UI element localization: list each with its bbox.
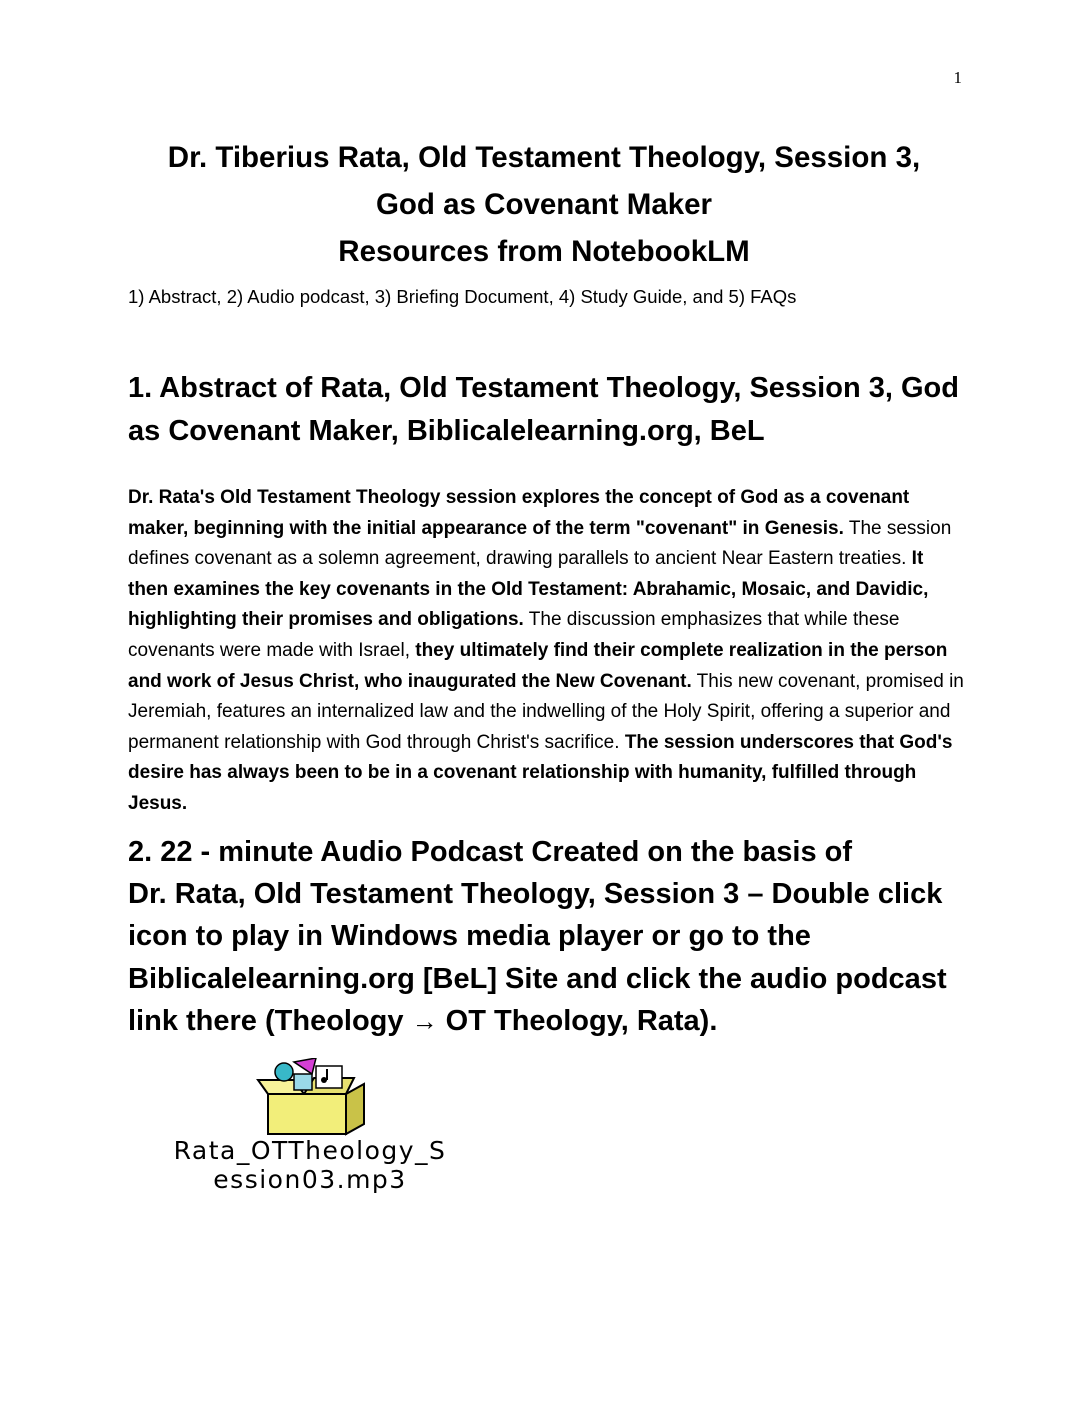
document-title <box>128 134 960 275</box>
abstract-run: This new covenant, promised in Jeremiah, features an internalized law and the indwelling of the Holy Spirit, offering a superior and permanent relationship with God through Christ's sacrifice. <box>128 670 964 753</box>
media-package-icon[interactable] <box>254 1058 368 1138</box>
abstract-paragraph <box>128 483 964 820</box>
arrow-right-icon: → <box>411 1005 438 1036</box>
abstract-heading: 1. Abstract of Rata, Old Testament Theology, Session 3, God as Covenant Maker, Biblicalelearning.org, BeL <box>128 372 959 447</box>
podcast-heading-line-1: 2. 22 - minute Audio Podcast Created on the basis of <box>128 836 853 868</box>
abstract-run: The session defines covenant as a solemn agreement, drawing parallels to ancient Near Eastern treaties. <box>128 517 952 570</box>
abstract-run: The session underscores that God's desire has always been to be in a covenant relationship with humanity, fulfilled through Jesus. <box>128 731 953 814</box>
podcast-heading-end: OT Theology, Rata). <box>437 1004 718 1037</box>
title-line-3: Resources from NotebookLM <box>338 235 750 268</box>
abstract-run: The discussion emphasizes that while these covenants were made with Israel, <box>128 609 900 661</box>
abstract-run: they ultimately find their complete realization in the person and work of Jesus Christ, who inaugurated the New Covenant. <box>128 639 948 692</box>
media-label-line-1: Rata_OTTheology_S <box>173 1136 447 1165</box>
abstract-run: It then examines the key covenants in the Old Testament: Abrahamic, Mosaic, and Davidic, highlighting their promises and obligations. <box>128 548 929 631</box>
abstract-run: Dr. Rata's Old Testament Theology session explores the concept of God as a covenant maker, beginning with the initial appearance of the term "covenant" in Genesis. <box>128 487 910 539</box>
media-attachment-label[interactable] <box>124 1136 496 1194</box>
podcast-heading <box>128 831 968 1042</box>
page-number: 1 <box>953 68 962 87</box>
podcast-heading-text: Dr. Rata, Old Testament Theology, Session 3 – Double click icon to play in Windows media player or go to the Biblicalelearning.org [BeL] Site and click the audio podcast link there (Theology <box>128 878 947 1037</box>
media-label-line-2: ession03.mp3 <box>213 1165 407 1194</box>
title-line-1: Dr. Tiberius Rata, Old Testament Theology, Session 3, <box>167 141 921 174</box>
title-line-2: God as Covenant Maker <box>375 188 713 221</box>
resource-list: 1) Abstract, 2) Audio podcast, 3) Briefing Document, 4) Study Guide, and 5) FAQs <box>128 286 797 307</box>
